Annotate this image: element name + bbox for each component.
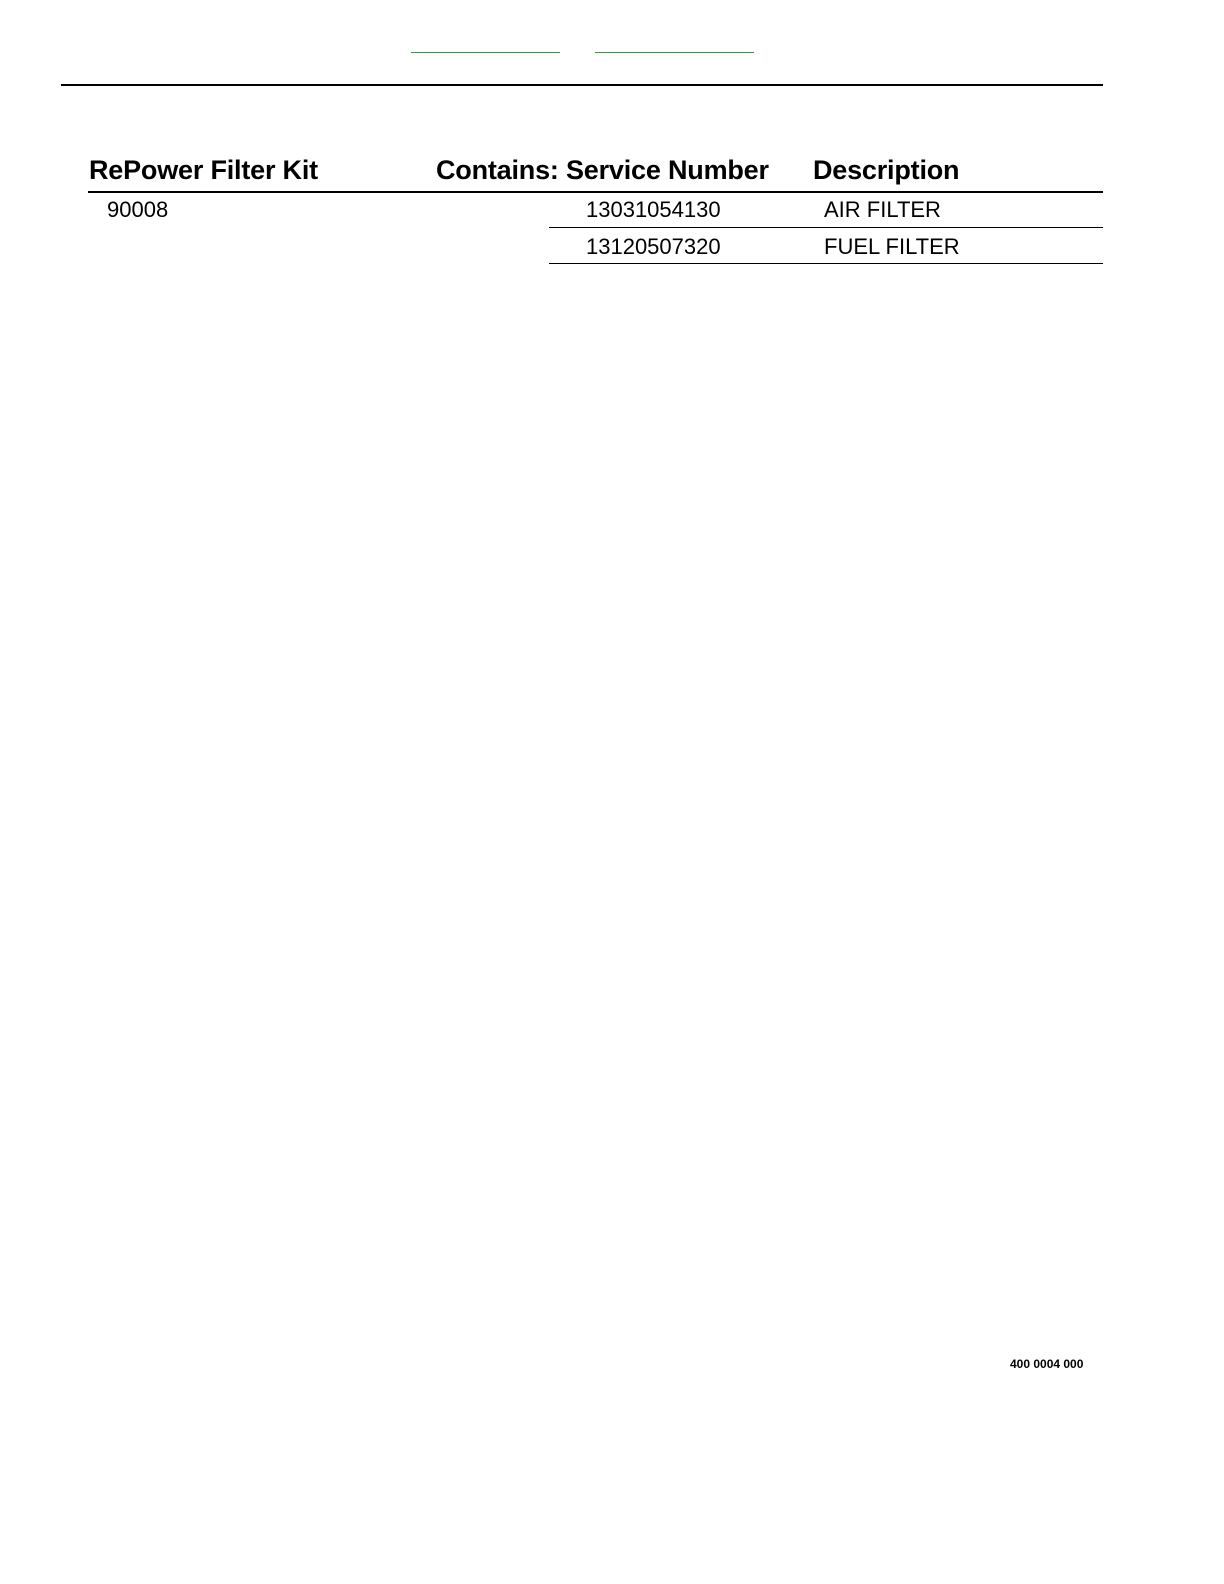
header-repower-filter-kit: RePower Filter Kit [89,155,318,185]
link-underline-left[interactable] [411,52,560,53]
row-2-service-number: 13120507320 [586,234,721,259]
header-service-number: Contains: Service Number [436,155,769,185]
row-2-divider [549,263,1103,264]
row-1-divider [549,227,1103,228]
top-divider [61,84,1103,86]
row-1-description: AIR FILTER [824,197,941,222]
row-1-service-number: 13031054130 [586,197,721,222]
header-divider [88,191,1103,193]
kit-number: 90008 [107,197,169,222]
footer-document-code: 400 0004 000 [1010,1357,1084,1371]
link-underline-right[interactable] [595,52,754,53]
row-2-description: FUEL FILTER [824,234,960,259]
header-description: Description [813,155,960,185]
